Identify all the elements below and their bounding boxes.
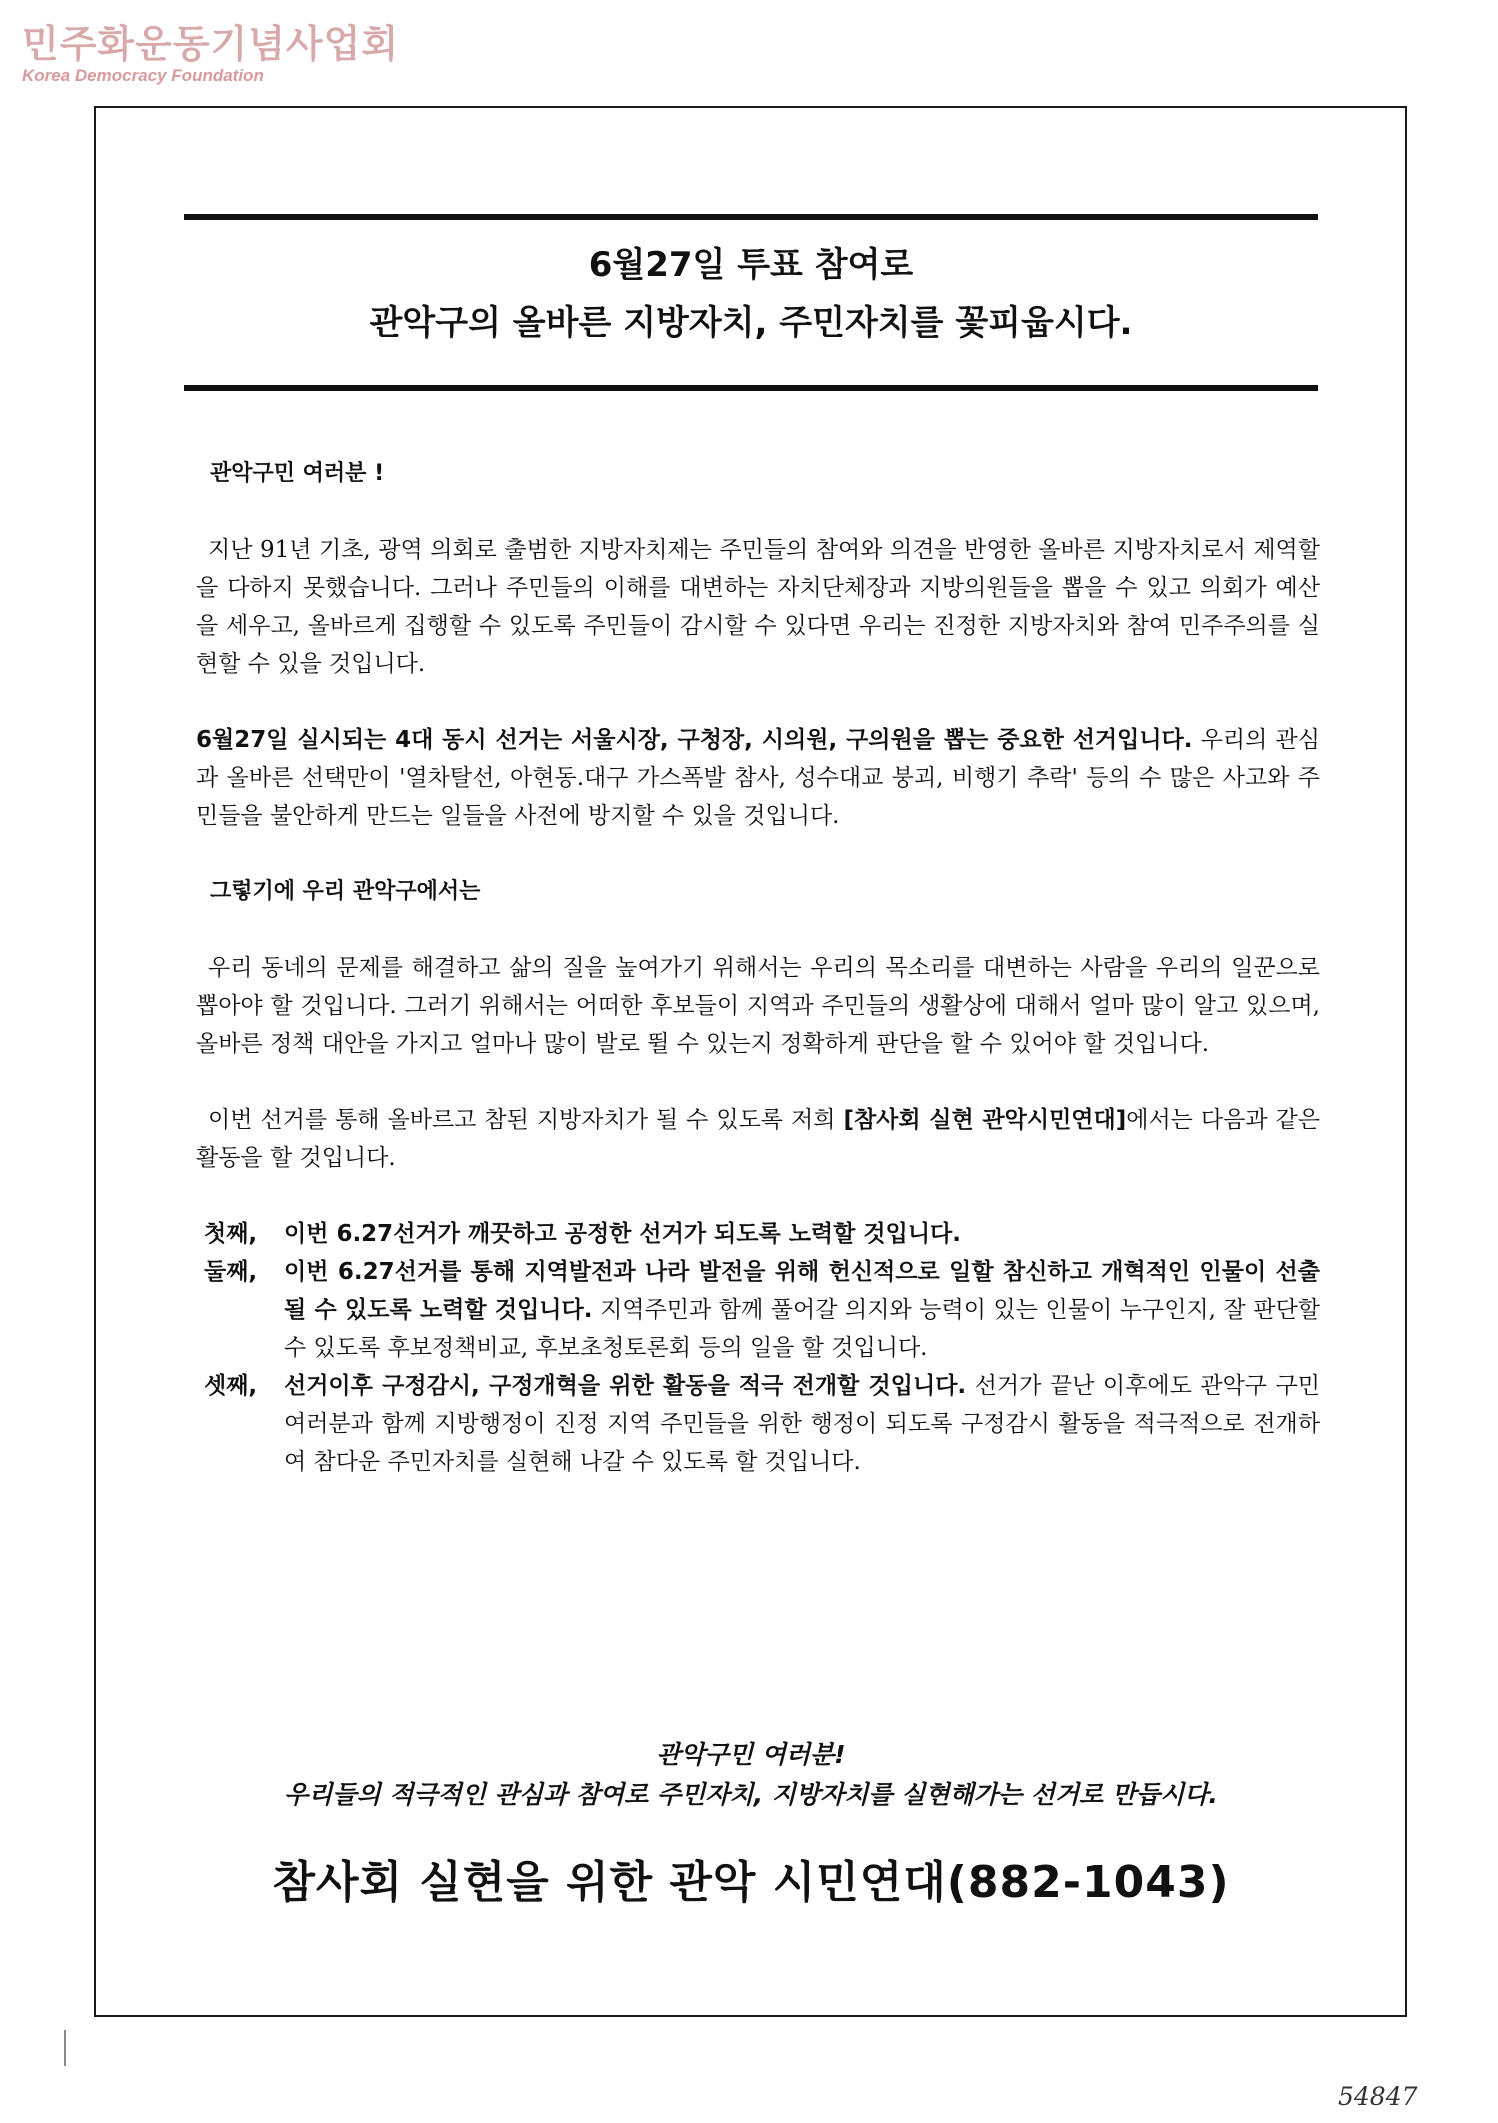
list-item-bold: 이번 6.27선거가 깨끗하고 공정한 선거가 되도록 노력할 것입니다. <box>284 1221 961 1247</box>
headline-line-2: 관악구의 올바른 지방자치, 주민자치를 꽃피웁시다. <box>369 303 1133 343</box>
closing-message <box>184 1735 1318 1815</box>
spacer <box>196 683 1320 721</box>
section-heading: 그렇기에 우리 관악구에서는 <box>210 879 481 904</box>
organization-signature: 참사회 실현을 위한 관악 시민연대(882-1043) <box>272 1857 1230 1908</box>
paragraph-1: 지난 91년 기초, 광역 의회로 출범한 지방자치제는 주민들의 참여와 의견을 반영한 올바른 지방자치로서 제역할을 다하지 못했습니다. 그러나 주민들의 이해를 대변하는 자치단체장과 지방의원들을 뽑을 수 있고 의회가 예산을 세우고, 올바르게 집행할 수 있도록 주민들이 감시할 수 있다면 우리는 진정한 지방자치와 참여 민주주의를 실현할 수 있을 것입니다. <box>196 537 1320 677</box>
list-item-rest: 지역주민과 함께 풀어갈 의지와 능력이 있는 인물이 누구인지, 잘 판단할 수 있도록 후보정책비교, 후보초청토론회 등의 일을 할 것입니다. <box>284 1297 1321 1361</box>
list-item-label: 첫째, <box>204 1221 258 1247</box>
watermark-subtitle: Korea Democracy Foundation <box>22 66 264 85</box>
spacer <box>196 1063 1320 1101</box>
headline-top-rule <box>184 214 1318 220</box>
organization-inline: [참사회 실현 관악시민연대] <box>843 1107 1127 1133</box>
watermark-title: 민주화운동기념사업회 <box>22 22 400 66</box>
headline-bottom-rule <box>184 385 1318 391</box>
list-item-label: 둘째, <box>204 1259 258 1285</box>
greeting: 관악구민 여러분 ! <box>210 461 385 486</box>
list-item-body <box>284 1253 1320 1367</box>
spacer <box>196 1177 1320 1215</box>
list-item <box>204 1367 1320 1481</box>
paragraph-4: 우리 동네의 문제를 해결하고 삶의 질을 높여가기 위해서는 우리의 목소리를 대변하는 사람을 우리의 일꾼으로 뽑아야 할 것입니다. 그러기 위해서는 어떠한 후보들이 지역과 주민들의 생활상에 대해서 얼마 많이 알고 있으며, 올바른 정책 대안을 가지고 얼마나 많이 발로 뛸 수 있는지 정확하게 판단을 할 수 있어야 할 것입니다. <box>196 955 1320 1057</box>
list-item-bold: 이번 6.27선거를 통해 지역발전과 나라 발전을 위해 헌신적으로 일할 참신하고 개혁적인 인물이 선출될 수 있도록 노력할 것입니다. <box>284 1259 1320 1323</box>
spacer <box>196 835 1320 873</box>
spacer <box>196 911 1320 949</box>
closing-line-2: 우리들의 적극적인 관심과 참여로 주민자치, 지방자치를 실현해가는 선거로 만듭시다. <box>284 1780 1218 1809</box>
body-content <box>196 455 1320 1481</box>
paragraph-5-before: 이번 선거를 통해 올바르고 참된 지방자치가 될 수 있도록 저희 <box>208 1107 836 1133</box>
paragraph-2-rest: 우리의 관심과 올바른 선택만이 '열차탈선, 아현동.대구 가스폭발 참사, 성수대교 붕괴, 비행기 추락' 등의 수 많은 사고와 주민들을 불안하게 만드는 일들을 사전에 방지할 수 있을 것입니다. <box>196 727 1320 829</box>
list-item <box>204 1215 1320 1253</box>
closing-line-1: 관악구민 여러분! <box>656 1740 846 1769</box>
list-item-body <box>284 1367 1320 1481</box>
document-number: 54847 <box>1338 2082 1418 2111</box>
paragraph-2-bold: 6월27일 실시되는 4대 동시 선거는 서울시장, 구청장, 시의원, 구의원을 뽑는 중요한 선거입니다. <box>196 727 1193 753</box>
headline <box>184 236 1318 352</box>
paragraph-2 <box>196 721 1320 835</box>
list-item <box>204 1253 1320 1367</box>
activity-list <box>204 1215 1320 1481</box>
scan-mark <box>64 2030 66 2066</box>
watermark-logo <box>22 22 399 86</box>
paragraph-5 <box>196 1101 1320 1177</box>
headline-line-1: 6월27일 투표 참여로 <box>588 245 914 285</box>
spacer <box>196 493 1320 531</box>
list-item-rest: 선거가 끝난 이후에도 관악구 구민 여러분과 함께 지방행정이 진정 지역 주민들을 위한 행정이 되도록 구정감시 활동을 적극적으로 전개하여 참다운 주민자치를 실현해 나갈 수 있도록 할 것입니다. <box>284 1373 1321 1475</box>
list-item-label: 셋째, <box>204 1373 258 1399</box>
list-item-body <box>284 1215 1320 1253</box>
paragraph-5-after: 에서는 다음과 같은 활동을 할 것입니다. <box>196 1107 1320 1171</box>
list-item-bold: 선거이후 구정감시, 구정개혁을 위한 활동을 적극 전개할 것입니다. <box>284 1373 967 1399</box>
